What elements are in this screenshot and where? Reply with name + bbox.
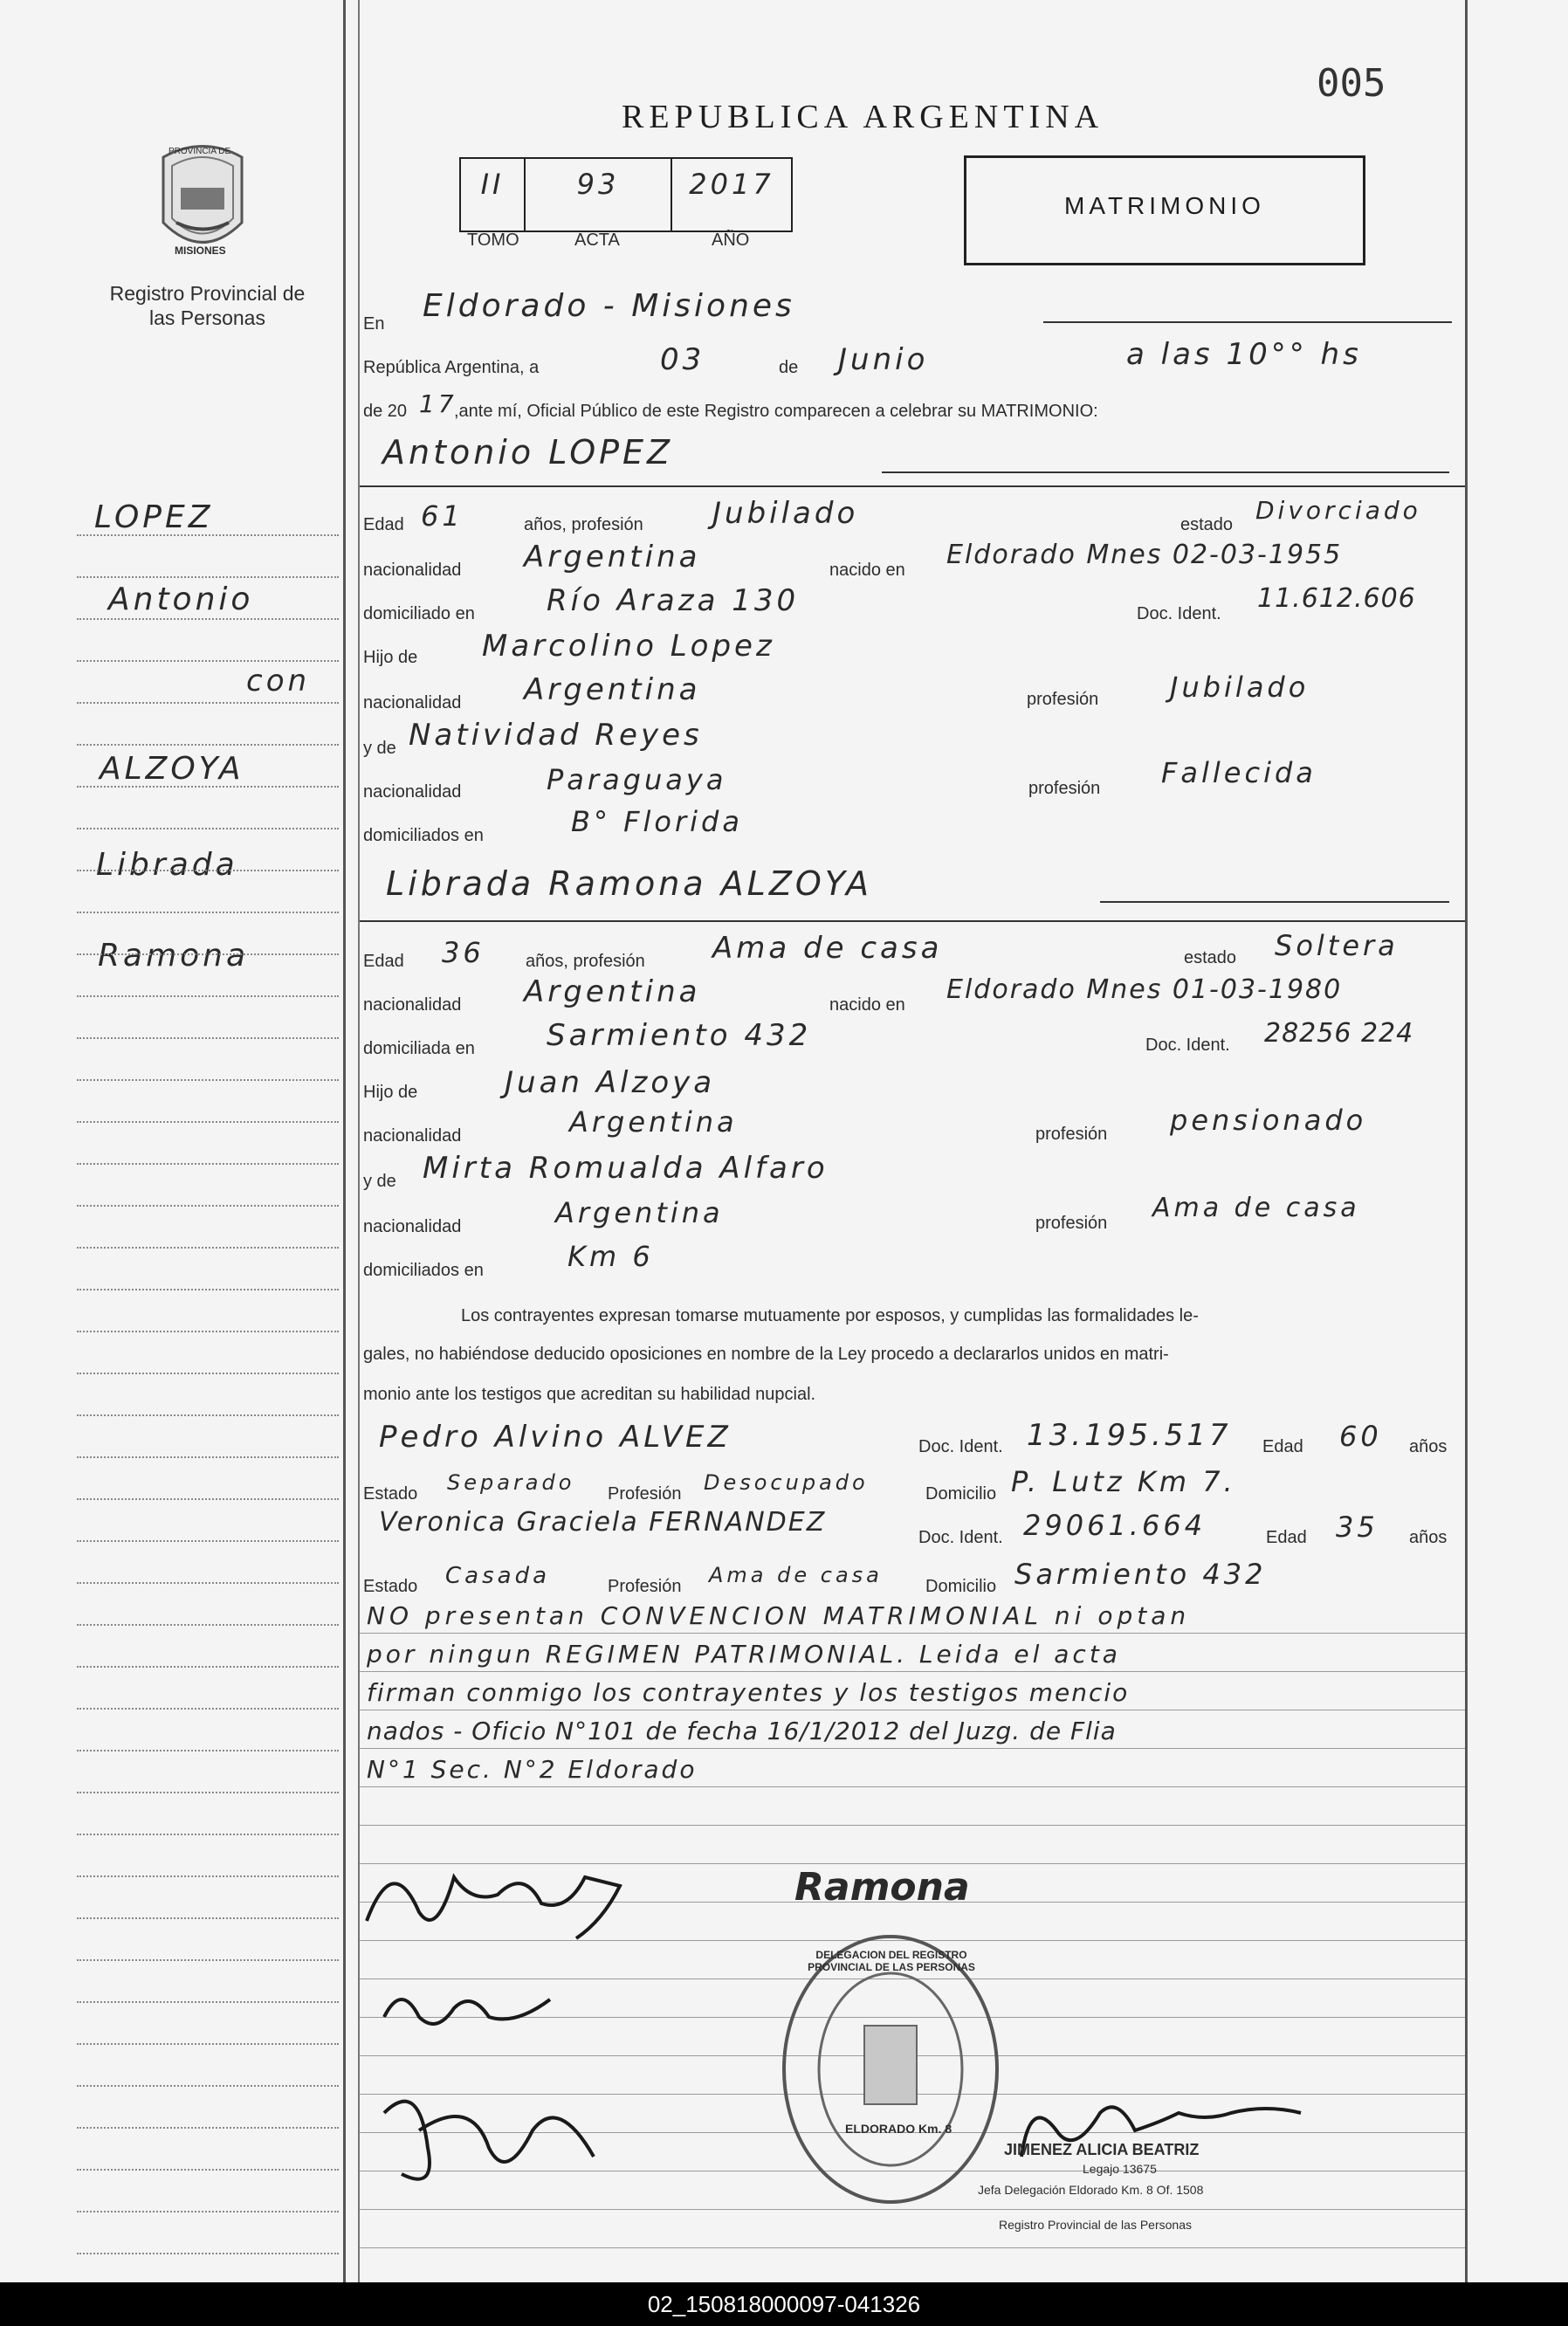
groom-doc: 11.612.606 (1257, 583, 1416, 614)
act-type: MATRIMONIO (1064, 192, 1265, 219)
groom-parents-address: B° Florida (571, 805, 743, 838)
groom-father-prof-label: profesión (1027, 690, 1099, 709)
groom-nat-label: nacionalidad (363, 561, 462, 580)
margin-note: ALZOYA (100, 751, 244, 787)
groom-father: Marcolino Lopez (482, 629, 775, 664)
witness-1-status: Separado (447, 1470, 575, 1495)
bride-father-prof: pensionado (1170, 1104, 1367, 1137)
official-line2: Legajo 13675 (1083, 2162, 1157, 2176)
bride-name: Librada Ramona ALZOYA (386, 864, 873, 903)
acta-cell (524, 157, 672, 232)
witness-2-signature (367, 2078, 629, 2205)
groom-signature-text (402, 1877, 534, 1899)
tomo-value: II (480, 168, 505, 201)
groom-father-nat-label: nacionalidad (363, 693, 462, 712)
acta-value: 93 (576, 168, 620, 201)
bride-hijo-label: Hijo de (363, 1083, 418, 1102)
note-line: por ningun REGIMEN PATRIMONIAL. Leida el acta (367, 1640, 1121, 1669)
bride-signature: Ramona (794, 1865, 970, 1910)
witness-2-name: Veronica Graciela FERNANDEZ (379, 1507, 827, 1538)
tomo-label: TOMO (467, 231, 519, 250)
bride-nacido-label: nacido en (829, 995, 905, 1015)
bride-father-nat-label: nacionalidad (363, 1126, 462, 1146)
official-signature (1004, 2087, 1318, 2187)
place: Eldorado - Misiones (423, 288, 795, 324)
bride-father-prof-label: profesión (1035, 1125, 1108, 1144)
groom-dom-label: domiciliado en (363, 604, 475, 623)
witness-2-address: Sarmiento 432 (1014, 1558, 1267, 1591)
declaration-line: monio ante los testigos que acreditan su habilidad nupcial. (363, 1385, 816, 1404)
registry-name: Registro Provincial de las Personas (109, 282, 306, 329)
bride-age: 36 (442, 936, 485, 969)
witness-1-profession: Desocupado (704, 1470, 869, 1495)
bride-parents-address: Km 6 (567, 1240, 654, 1273)
groom-address: Río Araza 130 (547, 583, 800, 618)
bride-nationality: Argentina (524, 974, 701, 1009)
bride-mother-nat-label: nacionalidad (363, 1217, 462, 1236)
note-line: NO presentan CONVENCION MATRIMONIAL ni optan (367, 1601, 1191, 1630)
groom-nacido-label: nacido en (829, 561, 905, 580)
groom-mother-nat-label: nacionalidad (363, 782, 462, 802)
bride-mother-prof: Ama de casa (1152, 1193, 1360, 1223)
groom-mother-nat: Paraguaya (547, 763, 727, 796)
bride-edad-label: Edad (363, 952, 404, 971)
groom-nationality: Argentina (524, 540, 701, 575)
witness-1-dom-label: Domicilio (925, 1484, 997, 1504)
margin-note: Ramona (98, 938, 250, 974)
ano-value: 2017 (689, 168, 774, 201)
groom-status: Divorciado (1255, 496, 1421, 525)
ano-label: AÑO (712, 231, 750, 250)
witness-1-age: 60 (1339, 1420, 1382, 1453)
groom-estado-label: estado (1180, 515, 1234, 534)
bride-address: Sarmiento 432 (547, 1018, 812, 1053)
witness-1-signature (375, 1973, 567, 2047)
bride-mother-prof-label: profesión (1035, 1214, 1108, 1233)
groom-doms-label: domiciliados en (363, 826, 484, 845)
acta-label: ACTA (574, 231, 620, 250)
year-prefix: de 20 (363, 402, 408, 421)
bride-status: Soltera (1275, 929, 1399, 962)
groom-mother: Natividad Reyes (409, 718, 703, 753)
official-line4: Registro Provincial de las Personas (999, 2218, 1192, 2232)
margin-note: con (246, 664, 311, 698)
bride-father-nat: Argentina (569, 1105, 738, 1139)
tomo-cell (459, 157, 526, 232)
witness-2-doc: 29061.664 (1023, 1509, 1207, 1542)
day: 03 (660, 342, 705, 377)
groom-age: 61 (421, 499, 464, 533)
bride-dom-label: domiciliada en (363, 1039, 475, 1058)
official-line3: Jefa Delegación Eldorado Km. 8 Of. 1508 (978, 2183, 1204, 2197)
groom-yde-label: y de (363, 739, 396, 758)
stamp-inner: ELDORADO Km. 8 (845, 2122, 952, 2136)
bride-yde-label: y de (363, 1172, 396, 1191)
groom-edad-label: Edad (363, 515, 404, 534)
time: a las 10°° hs (1126, 337, 1362, 372)
witness-2-edad-label: Edad (1266, 1528, 1307, 1547)
bride-mother: Mirta Romualda Alfaro (423, 1151, 829, 1186)
witness-2-dom-label: Domicilio (925, 1577, 997, 1596)
republic-label: República Argentina, a (363, 358, 540, 377)
de-label: de (779, 358, 799, 377)
year-suffix: 17 (419, 389, 457, 418)
witness-1-anos-label: años (1409, 1437, 1448, 1456)
witness-2-status: Casada (445, 1563, 551, 1589)
note-line: firman conmigo los contrayentes y los testigos mencio (367, 1678, 1130, 1707)
bride-profession: Ama de casa (712, 931, 943, 966)
seal-bottom-text: MISIONES (175, 244, 226, 257)
bride-birth: Eldorado Mnes 01-03-1980 (946, 974, 1343, 1005)
document-id-footer: 02_150818000097-041326 (0, 2282, 1568, 2326)
groom-mother-prof-label: profesión (1028, 779, 1101, 798)
witness-2-prof-label: Profesión (608, 1577, 682, 1596)
bride-doc-label: Doc. Ident. (1145, 1036, 1230, 1055)
groom-prof-label: años, profesión (524, 515, 643, 534)
bride-estado-label: estado (1184, 948, 1237, 967)
en-label: En (363, 314, 385, 334)
margin-note: Antonio (108, 582, 254, 617)
ano-cell (671, 157, 793, 232)
left-border-line (343, 0, 346, 2282)
witness-1-doc: 13.195.517 (1027, 1418, 1232, 1453)
witness-1-address: P. Lutz Km 7. (1011, 1465, 1236, 1498)
bride-mother-nat: Argentina (555, 1196, 724, 1229)
bride-nat-label: nacionalidad (363, 995, 462, 1015)
margin-note: Librada (96, 847, 238, 883)
bride-doms-label: domiciliados en (363, 1261, 484, 1280)
witness-2-anos-label: años (1409, 1528, 1448, 1547)
margin-note: LOPEZ (94, 499, 214, 535)
witness-2-age: 35 (1336, 1511, 1379, 1544)
groom-name: Antonio LOPEZ (382, 433, 674, 471)
groom-doc-label: Doc. Ident. (1137, 604, 1221, 623)
bride-doc: 28256 224 (1264, 1018, 1414, 1049)
witness-2-doc-label: Doc. Ident. (918, 1528, 1003, 1547)
stamp-text: DELEGACION DEL REGISTRO PROVINCIAL DE LAS PERSONAS (808, 1949, 975, 1973)
witness-1-estado-label: Estado (363, 1484, 418, 1504)
country-title: REPUBLICA ARGENTINA (622, 99, 1104, 135)
groom-father-prof: Jubilado (1170, 671, 1310, 704)
note-line: nados - Oficio N°101 de fecha 16/1/2012 del Juzg. de Flia (367, 1717, 1117, 1745)
note-line: N°1 Sec. N°2 Eldorado (367, 1755, 698, 1784)
groom-hijo-label: Hijo de (363, 648, 418, 667)
witness-2-estado-label: Estado (363, 1577, 418, 1596)
intro-text: ,ante mí, Oficial Público de este Registro comparecen a celebrar su MATRIMONIO: (454, 402, 1098, 421)
witness-2-profession: Ama de casa (709, 1563, 883, 1587)
groom-father-nat: Argentina (524, 672, 701, 707)
bride-father: Juan Alzoya (505, 1065, 716, 1100)
seal-top-text: PROVINCIA DE (168, 147, 231, 156)
official-name: JIMENEZ ALICIA BEATRIZ (1004, 2141, 1200, 2158)
witness-1-edad-label: Edad (1262, 1437, 1303, 1456)
right-border-line (1465, 0, 1468, 2282)
declaration-line: gales, no habiéndose deducido oposiciones en nombre de la Ley procedo a declararlos unidos en matri- (363, 1345, 1169, 1364)
groom-birth: Eldorado Mnes 02-03-1955 (946, 540, 1343, 570)
bride-prof-label: años, profesión (526, 952, 645, 971)
groom-profession: Jubilado (712, 496, 859, 531)
witness-1-prof-label: Profesión (608, 1484, 682, 1504)
declaration-line: Los contrayentes expresan tomarse mutuamente por esposos, y cumplidas las formalidades le- (461, 1306, 1199, 1325)
month: Junio (838, 342, 929, 377)
groom-mother-prof: Fallecida (1161, 756, 1317, 789)
provincial-seal (150, 140, 255, 262)
witness-1-doc-label: Doc. Ident. (918, 1437, 1003, 1456)
witness-1-name: Pedro Alvino ALVEZ (379, 1420, 732, 1455)
page-number: 005 (1317, 61, 1386, 106)
